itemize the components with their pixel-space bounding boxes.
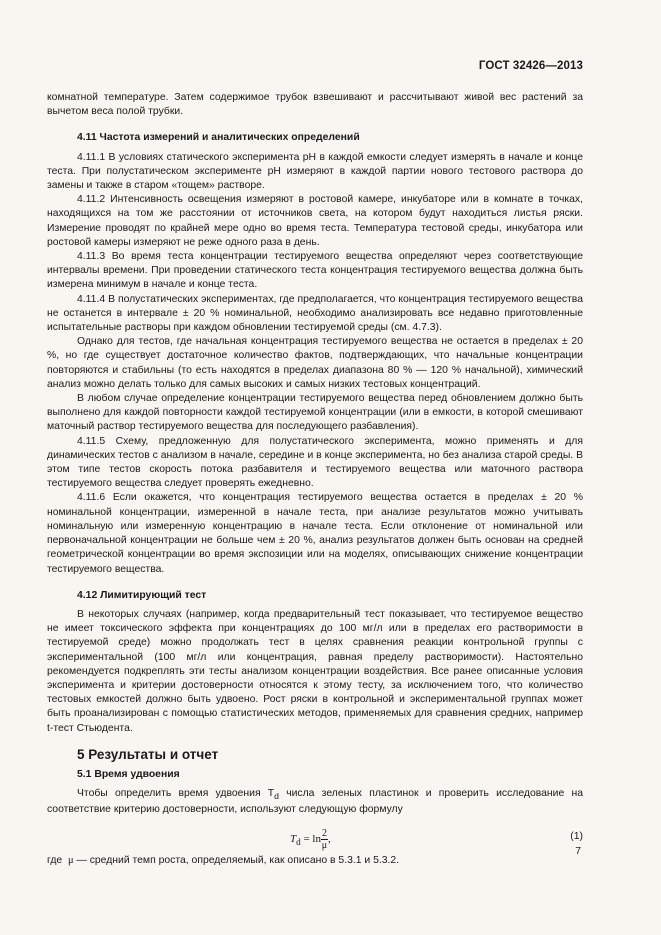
paragraph-4-11-5: 4.11.5 Схему, предложенную для полустатического эксперимента, можно применять и для динамических тестов с анализом в начале, середине и в конце эксперимента, но без анализа старой среды. В этом типе тестов скорость потока разбавителя и тестируемого вещества или маточного раствора тестируемого вещества следует проверять ежедневно. (47, 435, 583, 490)
paragraph-4-11-2: 4.11.2 Интенсивность освещения измеряют в ростовой камере, инкубаторе или в комнате в точках, находящихся на том же расстоянии от источников света, на котором будут находиться листья ряски. Измерение проводят по крайней мере одно во время теста. Температура тестовой среды, инкубатора или ростовой камеры измеряют не реже одного раза в день. (47, 194, 583, 248)
formula-lhs-subscript: d (296, 836, 301, 847)
section-5-title: 5 Результаты и отчет (77, 746, 219, 762)
paragraph-4-11-6: 4.11.6 Если окажется, что концентрация тестируемого вещества остается в пределах ± 20 % номинальной концентрации, измеренной в начале теста, при анализе результатов можно учитывать номинальную или измеренную концентрацию в начале теста. Если отклонение от номинальной или первоначальной концентрации не больше чем ± 20 %, анализ результатов должен быть основан на средней геометрической концентрации во время экспозиции или на моделях, описывающих снижение концентрации тестируемого вещества. (47, 492, 583, 575)
paragraph-4-12: В некоторых случаях (например, когда предварительный тест показывает, что тестируемое вещество не имеет токсического эффекта при концентрациях до 100 мг/л или в пределах его растворимости в тестируемой среде) можно продолжать тест в целях сравнения реакции контрольной группы с экспериментальной (100 мг/л или концентрация, равная пределу растворимости). Настоятельно рекомендуется подкреплять эти тесты анализом концентрации воздействия. Все ранее описанные условия эксперимента и критерии достоверности относятся к этому тесту, за исключением того, что количество тестовых емкостей должно быть удвоено. Рост ряски в контрольной и экспериментальной группах может быть проанализирован с помощью статистических методов, применяемых для сравнения средних, например t-тест Стьюдента. (47, 608, 583, 734)
formula-1 (47, 822, 583, 852)
paragraph-4-11-1: 4.11.1 В условиях статического эксперимента pH в каждой емкости следует измерять в начале и конце теста. При полустатическом эксперименте pH измеряют в каждой партии нового тестового раствора до замены и также в старом «тощем» растворе. (47, 151, 583, 192)
formula-trail: , (327, 832, 331, 845)
where-symbol: μ (67, 854, 74, 866)
paragraph-4-11-4-cont-2: В любом случае определение концентрации тестируемого вещества перед обновлением должно быть выполнено для каждой повторности каждой тестируемой концентрации (или в емкости, в которой смешивают маточный раствор тестируемого вещества для последующего разбавления). (47, 393, 583, 433)
paragraph-5-1 (47, 787, 583, 817)
paragraph-5-1-rest: числа зеленых пластинок и проверить исследование на соответствие критерию достоверности, используют следующую формулу (47, 788, 583, 816)
intro-paragraph: комнатной температуре. Затем содержимое трубок взвешивают и рассчитывают живой вес растений за вычетом веса полой трубки. (47, 92, 583, 118)
formula-fraction (321, 828, 328, 851)
where-text: — средний темп роста, определяемый, как описано в 5.3.1 и 5.3.2. (73, 854, 400, 866)
formula-eq: = ln (300, 832, 321, 845)
section-4-11-title: 4.11 Частота измерений и аналитических определений (77, 132, 360, 144)
formula-expression (290, 828, 331, 851)
paragraph-4-11-4-cont-1: Однако для тестов, где начальная концентрация тестируемого вещества не остается в пределах ± 20 %, но где существует достаточное количество фактов, подтверждающих, что начальные концентрации повторяются и стабильны (то есть находятся в пределах диапазона 80 % — 120 % начальной), химический анализ можно делать только для самых высоких и самых низких тестовых концентраций. (47, 336, 583, 390)
paragraph-5-1-subscript: d (274, 791, 279, 802)
document-header: ГОСТ 32426—2013 (478, 60, 583, 72)
page-content (47, 91, 583, 868)
page-number: 7 (575, 846, 581, 857)
section-5-1-title: 5.1 Время удвоения (77, 768, 180, 780)
paragraph-4-11-4: 4.11.4 В полустатических экспериментах, где предполагается, что концентрация тестируемого вещества не останется в интервале ± 20 % номинальной, необходимо анализировать все недавно приготовленные испытательные растворы при каждом обновлении тестируемой среды (см. 4.7.3). (47, 293, 583, 334)
formula-number: (1) (570, 830, 583, 842)
paragraph-5-1-text: Чтобы определить время удвоения T (77, 788, 275, 800)
formula-numerator: 2 (321, 827, 327, 839)
formula-denominator: μ (321, 839, 328, 851)
section-4-12-title: 4.12 Лимитирующий тест (77, 589, 207, 601)
paragraph-4-11-3: 4.11.3 Во время теста концентрации тестируемого вещества определяют через соответствующие интервалы времени. При проведении статического теста концентрация тестируемого вещества должна быть измерена минимум в начале и конце теста. (47, 251, 583, 291)
formula-lhs: T (290, 832, 297, 845)
where-prefix: где (47, 854, 63, 866)
formula-where (47, 854, 583, 868)
